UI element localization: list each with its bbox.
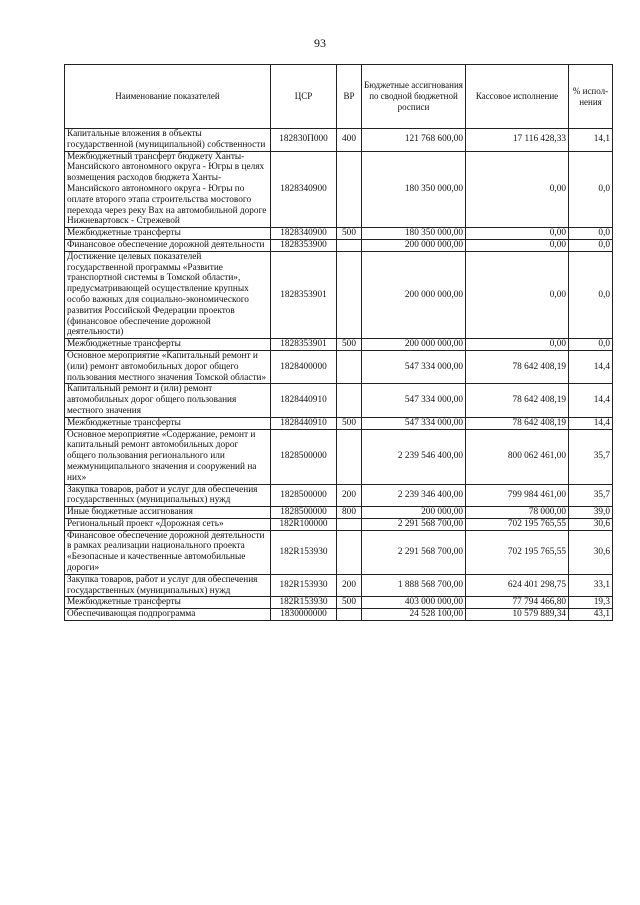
table-row [65, 417, 613, 429]
row-cash-execution: 702 195 765,55 [466, 530, 569, 574]
row-percent: 30,6 [569, 518, 613, 530]
row-csr: 1828353901 [271, 339, 337, 351]
row-name: Закупка товаров, работ и услуг для обеспечения государственных (муниципальных) нужд [65, 484, 271, 507]
row-assignments: 2 239 346 400,00 [362, 484, 466, 507]
row-percent: 14,4 [569, 350, 613, 383]
row-assignments: 2 291 568 700,00 [362, 530, 466, 574]
row-vr: 500 [337, 339, 362, 351]
row-cash-execution: 17 116 428,33 [466, 129, 569, 152]
row-vr [337, 251, 362, 338]
row-cash-execution: 0,00 [466, 228, 569, 240]
row-vr [337, 239, 362, 251]
row-cash-execution: 799 984 461,00 [466, 484, 569, 507]
row-cash-execution: 624 401 298,75 [466, 574, 569, 597]
table-row [65, 339, 613, 351]
row-assignments: 547 334 000,00 [362, 384, 466, 417]
table-row [65, 484, 613, 507]
table-row [65, 518, 613, 530]
row-percent: 14,4 [569, 417, 613, 429]
row-percent: 35,7 [569, 484, 613, 507]
row-csr: 1828353901 [271, 251, 337, 338]
table-row [65, 384, 613, 417]
row-vr: 500 [337, 228, 362, 240]
row-percent: 33,1 [569, 574, 613, 597]
row-csr: 1828440910 [271, 417, 337, 429]
row-name: Капитальные вложения в объекты государственной (муниципальной) собственности [65, 129, 271, 152]
row-assignments: 200 000,00 [362, 507, 466, 519]
row-vr: 400 [337, 129, 362, 152]
row-csr: 182R153930 [271, 597, 337, 609]
row-cash-execution: 77 794 466,80 [466, 597, 569, 609]
row-csr: 1828500000 [271, 429, 337, 484]
row-assignments: 403 000 000,00 [362, 597, 466, 609]
row-vr [337, 429, 362, 484]
row-name: Региональный проект «Дорожная сеть» [65, 518, 271, 530]
row-name: Капитальный ремонт и (или) ремонт автомобильных дорог общего пользования местного значения [65, 384, 271, 417]
row-percent: 0,0 [569, 228, 613, 240]
row-cash-execution: 78 000,00 [466, 507, 569, 519]
row-name: Межбюджетные трансферты [65, 597, 271, 609]
row-assignments: 547 334 000,00 [362, 417, 466, 429]
row-csr: 1828400000 [271, 350, 337, 383]
row-percent: 0,0 [569, 151, 613, 228]
row-percent: 19,3 [569, 597, 613, 609]
row-name: Межбюджетные трансферты [65, 339, 271, 351]
row-assignments: 200 000 000,00 [362, 339, 466, 351]
table-header-row [65, 65, 613, 129]
row-assignments: 547 334 000,00 [362, 350, 466, 383]
row-csr: 1828440910 [271, 384, 337, 417]
header-cash-execution: Кассовое исполнение [466, 65, 569, 129]
table-row [65, 239, 613, 251]
row-percent: 14,1 [569, 129, 613, 152]
header-percent-execution: % испол-нения [569, 65, 613, 129]
table-row [65, 129, 613, 152]
row-assignments: 180 350 000,00 [362, 228, 466, 240]
row-csr: 182R153930 [271, 574, 337, 597]
table-row [65, 507, 613, 519]
row-vr [337, 609, 362, 621]
row-name: Финансовое обеспечение дорожной деятельности [65, 239, 271, 251]
row-name: Межбюджетный трансферт бюджету Ханты-Мансийского автономного округа - Югры в целях возмещения расходов бюджета Ханты-Мансийского автономного округа - Югры по оплате второго этапа строительства мостового перехода через реку Вах на автомобильной дороге Нижневартовск - Стрежевой [65, 151, 271, 228]
budget-execution-table [64, 64, 613, 621]
row-assignments: 2 239 546 400,00 [362, 429, 466, 484]
row-name: Финансовое обеспечение дорожной деятельности в рамках реализации национального проекта «Безопасные и качественные автомобильные дороги» [65, 530, 271, 574]
table-row [65, 609, 613, 621]
row-csr: 182R100000 [271, 518, 337, 530]
row-csr: 1830000000 [271, 609, 337, 621]
row-percent: 39,0 [569, 507, 613, 519]
row-cash-execution: 800 062 461,00 [466, 429, 569, 484]
header-name: Наименование показателей [65, 65, 271, 129]
row-name: Закупка товаров, работ и услуг для обеспечения государственных (муниципальных) нужд [65, 574, 271, 597]
table-row [65, 228, 613, 240]
row-csr: 182830П000 [271, 129, 337, 152]
table-row [65, 151, 613, 228]
header-assignments: Бюджетные ассигнования по сводной бюджетной росписи [362, 65, 466, 129]
header-vr: ВР [337, 65, 362, 129]
row-name: Межбюджетные трансферты [65, 228, 271, 240]
row-vr: 800 [337, 507, 362, 519]
row-name: Достижение целевых показателей государственной программы «Развитие транспортной системы в Томской области», предусматривающей осуществление крупных особо важных для социально-экономического развития Российской Федерации проектов (финансовое обеспечение дорожной деятельности) [65, 251, 271, 338]
row-name: Иные бюджетные ассигнования [65, 507, 271, 519]
row-csr: 1828500000 [271, 484, 337, 507]
row-cash-execution: 78 642 408,19 [466, 350, 569, 383]
row-cash-execution: 0,00 [466, 251, 569, 338]
row-cash-execution: 78 642 408,19 [466, 417, 569, 429]
row-vr [337, 350, 362, 383]
row-vr [337, 151, 362, 228]
table-row [65, 429, 613, 484]
row-percent: 0,0 [569, 251, 613, 338]
table-row [65, 350, 613, 383]
row-assignments: 180 350 000,00 [362, 151, 466, 228]
row-assignments: 200 000 000,00 [362, 251, 466, 338]
row-percent: 14,4 [569, 384, 613, 417]
row-vr: 500 [337, 417, 362, 429]
table-row [65, 597, 613, 609]
row-csr: 1828340900 [271, 151, 337, 228]
table-row [65, 530, 613, 574]
header-csr: ЦСР [271, 65, 337, 129]
row-name: Основное мероприятие «Капитальный ремонт и (или) ремонт автомобильных дорог общего пользования местного значения Томской области» [65, 350, 271, 383]
table-row [65, 251, 613, 338]
row-assignments: 121 768 600,00 [362, 129, 466, 152]
row-csr: 1828340900 [271, 228, 337, 240]
row-csr: 182R153930 [271, 530, 337, 574]
row-percent: 35,7 [569, 429, 613, 484]
row-cash-execution: 702 195 765,55 [466, 518, 569, 530]
row-cash-execution: 78 642 408,19 [466, 384, 569, 417]
row-vr [337, 518, 362, 530]
row-assignments: 1 888 568 700,00 [362, 574, 466, 597]
row-vr: 200 [337, 484, 362, 507]
row-vr: 200 [337, 574, 362, 597]
page-number: 93 [314, 36, 326, 50]
row-assignments: 2 291 568 700,00 [362, 518, 466, 530]
row-csr: 1828353900 [271, 239, 337, 251]
row-percent: 0,0 [569, 239, 613, 251]
row-name: Обеспечивающая подпрограмма [65, 609, 271, 621]
row-csr: 1828500000 [271, 507, 337, 519]
row-assignments: 200 000 000,00 [362, 239, 466, 251]
row-percent: 30,6 [569, 530, 613, 574]
row-name: Основное мероприятие «Содержание, ремонт и капитальный ремонт автомобильных дорог общего пользования регионального или межмуниципального значения и сооружений на них» [65, 429, 271, 484]
row-cash-execution: 0,00 [466, 239, 569, 251]
row-vr: 500 [337, 597, 362, 609]
row-percent: 43,1 [569, 609, 613, 621]
row-vr [337, 530, 362, 574]
row-cash-execution: 0,00 [466, 339, 569, 351]
row-name: Межбюджетные трансферты [65, 417, 271, 429]
row-vr [337, 384, 362, 417]
row-percent: 0,0 [569, 339, 613, 351]
row-cash-execution: 10 579 889,34 [466, 609, 569, 621]
row-assignments: 24 528 100,00 [362, 609, 466, 621]
row-cash-execution: 0,00 [466, 151, 569, 228]
table-row [65, 574, 613, 597]
